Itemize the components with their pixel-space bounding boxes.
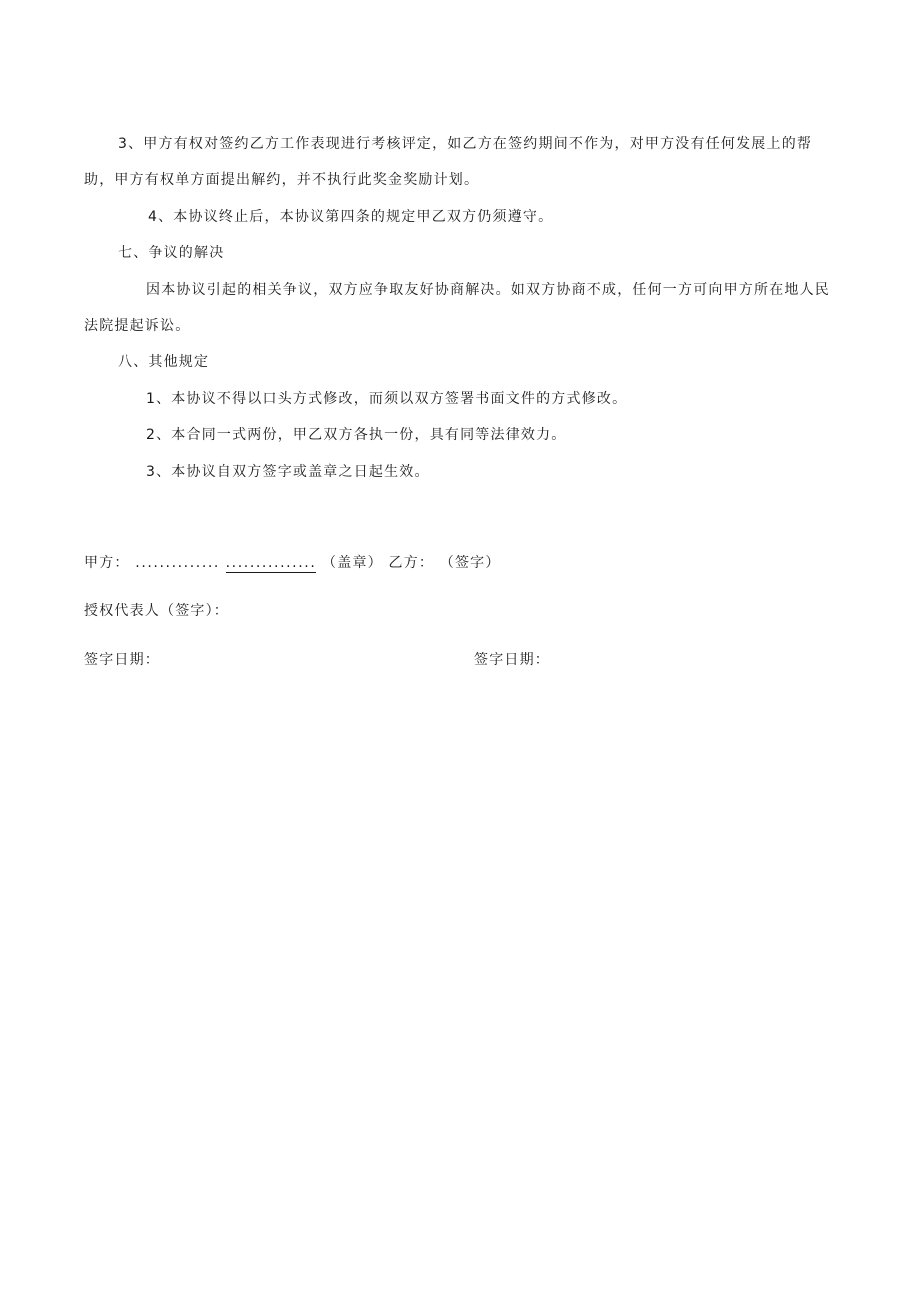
- clause8-item2: 2、本合同一式两份，甲乙双方各执一份，具有同等法律效力。: [146, 427, 567, 443]
- clause8-item3: 3、本协议自双方签字或盖章之日起生效。: [146, 464, 430, 480]
- clause7-body-line2: 法院提起诉讼。: [84, 318, 191, 334]
- party-b-label: 乙方：: [388, 555, 435, 571]
- authorized-representative: 授权代表人（签字）：: [84, 603, 229, 619]
- clause6-item3-line2: 助，甲方有权单方面提出解约，并不执行此奖金奖励计划。: [84, 172, 480, 188]
- clause6-item3-line1: 3、甲方有权对签约乙方工作表现进行考核评定，如乙方在签约期间不作为，对甲方没有任何发展上的帮: [118, 136, 813, 152]
- party-a-signature-line: ...............: [225, 555, 317, 571]
- clause7-body-line1: 因本协议引起的相关争议，双方应争取友好协商解决。如双方协商不成，任何一方可向甲方所在地人民: [146, 282, 830, 298]
- clause7-heading: 七、争议的解决: [118, 245, 225, 261]
- clause6-item4: 4、本协议终止后，本协议第四条的规定甲乙双方仍须遵守。: [148, 209, 554, 225]
- sign-date-party-a: 签字日期：: [84, 652, 160, 668]
- clause8-heading: 八、其他规定: [118, 354, 210, 370]
- sign-note: （签字）: [439, 555, 501, 571]
- party-a-label: 甲方：: [84, 555, 130, 571]
- party-a-dots: ..............: [135, 555, 220, 571]
- sign-date-party-b: 签字日期：: [474, 652, 550, 668]
- clause8-item1: 1、本协议不得以口头方式修改，而须以双方签署书面文件的方式修改。: [146, 391, 628, 407]
- signature-row: [84, 553, 501, 573]
- seal-note: （盖章）: [322, 555, 383, 571]
